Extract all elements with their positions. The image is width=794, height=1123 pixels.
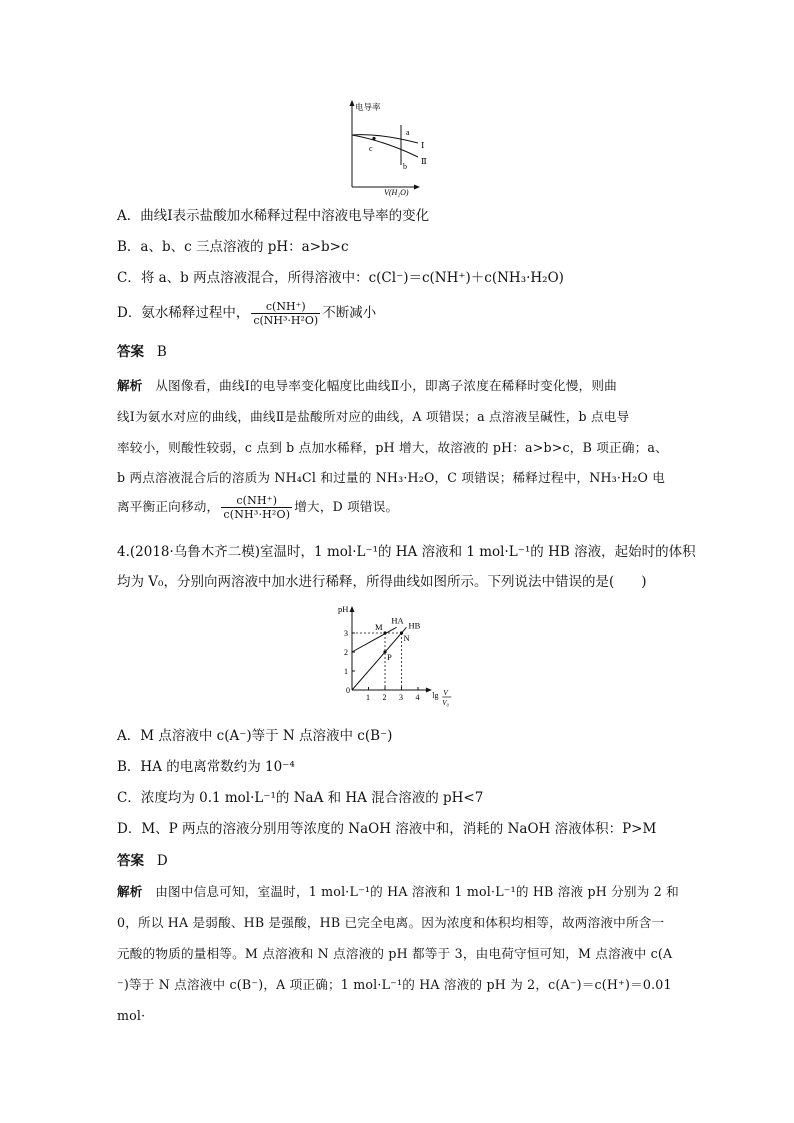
analysis-label: 解析 xyxy=(117,884,143,899)
q3-analysis-line-1 xyxy=(117,377,617,395)
x-axis-arrow xyxy=(426,688,432,693)
q4-analysis-line-3: 元酸的物质的量相等。M 点溶液和 N 点溶液的 pH 都等于 3，由电荷守恒可知，M 点溶液中 c(A xyxy=(117,946,673,961)
q4-answer xyxy=(117,852,168,870)
label-b: b xyxy=(403,162,407,171)
analysis-text: 离平衡正向移动， xyxy=(117,499,220,514)
q4-option-b: B．HA 的电离常数约为 10⁻⁴ xyxy=(117,759,295,775)
point-label-n: N xyxy=(403,633,410,643)
point-c xyxy=(372,137,375,140)
label-c: c xyxy=(369,144,373,153)
ph-dilution-chart xyxy=(330,600,470,715)
analysis-text: 从图像看，曲线Ⅰ的电导率变化幅度比曲线Ⅱ小，即离子浓度在稀释时变化慢，则曲 xyxy=(155,378,617,393)
y-tick-label: 1 xyxy=(344,667,348,676)
series-label-ha: HA xyxy=(391,615,404,626)
curve-II-label: Ⅱ xyxy=(421,156,427,166)
y-axis-label: pH xyxy=(338,604,349,614)
q3-analysis-line-2: 线Ⅰ为氨水对应的曲线，曲线Ⅱ是盐酸所对应的曲线，A 项错误；a 点溶液呈碱性，b 点电导 xyxy=(117,409,630,424)
analysis-label: 解析 xyxy=(117,378,143,393)
x-tick-label: 1 xyxy=(366,693,370,702)
x-axis-label-denominator: V₀ xyxy=(442,699,449,707)
point-label-m: M xyxy=(375,622,383,632)
q3-option-c: C．将 a、b 两点溶液混合，所得溶液中：c(Cl⁻)＝c(NH⁺)＋c(NH₃·H₂O) xyxy=(117,270,564,286)
analysis-text: 由图中信息可知，室温时，1 mol·L⁻¹的 HA 溶液和 1 mol·L⁻¹的 HB 溶液 pH 分别为 2 和 xyxy=(155,884,679,899)
q4-option-c: C．浓度均为 0.1 mol·L⁻¹的 NaA 和 HA 混合溶液的 pH<7 xyxy=(117,790,484,806)
answer-value: D xyxy=(156,853,168,869)
fraction-denominator: c(NH³·H²O) xyxy=(253,314,319,327)
curve-II xyxy=(352,135,418,157)
q4-analysis-line-1 xyxy=(117,883,679,901)
fraction-denominator: c(NH³·H²O) xyxy=(223,508,291,521)
q3-option-d-tail: 不断减小 xyxy=(322,305,377,321)
fraction-numerator: c(NH⁺) xyxy=(221,494,292,508)
y-axis-arrow xyxy=(350,606,355,612)
q4-analysis-line-2: 0，所以 HA 是弱酸、HB 是强酸，HB 已完全电离。因为浓度和体积均相等，故两溶液中所含一 xyxy=(117,915,665,930)
q4-stem-line-1: 4.(2018·乌鲁木齐二模)室温时，1 mol·L⁻¹的 HA 溶液和 1 mol·L⁻¹的 HB 溶液，起始时的体积 xyxy=(117,544,696,560)
q3-analysis-line-4: b 两点溶液混合后的溶质为 NH₄Cl 和过量的 NH₃·H₂O，C 项错误；稀释过程中，NH₃·H₂O 电 xyxy=(117,470,666,485)
q4-analysis-line-4: ⁻)等于 N 点溶液中 c(B⁻)，A 项正确；1 mol·L⁻¹的 HA 溶液的 pH 为 2，c(A⁻)＝c(H⁺)＝0.01 xyxy=(117,977,672,992)
fraction-numerator: c(NH⁺) xyxy=(251,300,320,314)
x-tick-label: 3 xyxy=(399,693,403,702)
q3-option-d xyxy=(117,300,376,327)
analysis-text: 增大，D 项错误。 xyxy=(294,499,399,514)
y-tick-label: 2 xyxy=(344,648,348,657)
point-m xyxy=(383,631,386,634)
q3-option-b: B．a、b、c 三点溶液的 pH：a>b>c xyxy=(117,239,349,255)
q3-option-d-text: D．氨水稀释过程中， xyxy=(117,305,250,321)
q3-analysis-line-5 xyxy=(117,494,398,521)
q4-option-a: A．M 点溶液中 c(A⁻)等于 N 点溶液中 c(B⁻) xyxy=(117,728,393,744)
x-tick-label: 0 xyxy=(346,686,350,695)
q4-analysis-line-5: mol· xyxy=(117,1008,146,1023)
y-axis-label: 电导率 xyxy=(355,102,381,112)
conductivity-figure xyxy=(340,95,440,199)
answer-value: B xyxy=(156,344,167,360)
x-axis-label-numerator: V xyxy=(443,688,448,697)
series-label-hb: HB xyxy=(408,620,421,631)
q3-analysis-fraction xyxy=(221,494,292,521)
q4-option-d: D．M、P 两点的溶液分别用等浓度的 NaOH 溶液中和，消耗的 NaOH 溶液体积：P>M xyxy=(117,821,657,837)
curve-I-label: Ⅰ xyxy=(421,140,425,150)
x-axis-label: V(H₂O) xyxy=(384,188,409,197)
q3-analysis-line-3: 率较小，则酸性较弱，c 点到 b 点加水稀释，pH 增大，故溶液的 pH：a>b>c，B 项正确；a、 xyxy=(117,440,668,455)
q3-answer xyxy=(117,343,167,361)
q3-option-d-fraction xyxy=(251,300,320,327)
point-label-p: P xyxy=(387,652,392,662)
label-a: a xyxy=(406,128,410,137)
q3-option-a: A．曲线Ⅰ表示盐酸加水稀释过程中溶液电导率的变化 xyxy=(117,208,430,224)
x-tick-label: 2 xyxy=(382,693,387,702)
y-tick-label: 3 xyxy=(344,629,348,638)
answer-label: 答案 xyxy=(117,853,144,869)
x-axis-label-lg: lg xyxy=(432,691,439,700)
answer-label: 答案 xyxy=(117,344,144,360)
q4-stem-line-2: 均为 V₀，分别向两溶液中加水进行稀释，所得曲线如图所示。下列说法中错误的是( ) xyxy=(117,574,647,590)
x-tick-label: 4 xyxy=(415,693,420,702)
